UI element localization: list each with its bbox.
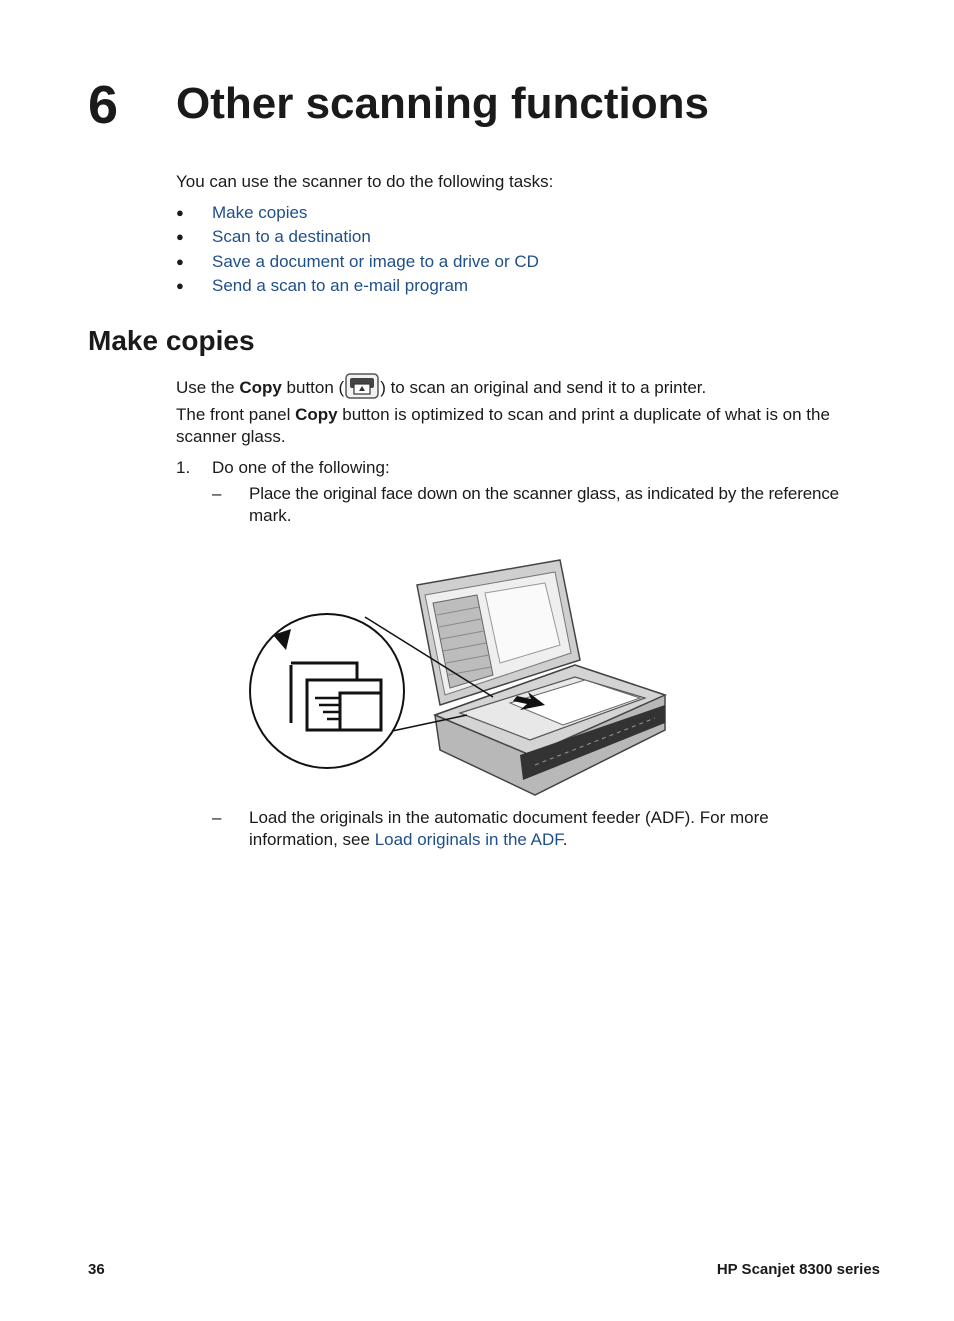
sub1-line1: Place the original face down on the scanner glass, as indicated by the reference <box>249 484 839 503</box>
p2-after-line1: button is optimized to scan and print a duplicate of what is on the <box>337 405 830 424</box>
sub2-line1: Load the originals in the automatic document feeder (ADF). For more <box>249 808 769 827</box>
bullet-icon: ● <box>176 278 184 293</box>
chapter-title: Other scanning functions <box>176 79 709 128</box>
p2-bold: Copy <box>295 405 338 424</box>
intro-text: You can use the scanner to do the following tasks: <box>176 172 554 191</box>
sub-step-glass <box>249 483 899 527</box>
step-text: Do one of the following: <box>212 458 390 477</box>
dash-marker: – <box>212 808 222 827</box>
sub-step-adf <box>249 807 899 851</box>
task-link-save-to-drive[interactable]: Save a document or image to a drive or CD <box>212 252 539 271</box>
sub2-line2-after: . <box>562 830 568 849</box>
bullet-icon: ● <box>176 205 184 220</box>
task-link-make-copies[interactable]: Make copies <box>212 203 308 222</box>
p2-before: The front panel <box>176 405 296 424</box>
dash-marker: – <box>212 484 222 503</box>
task-link-send-email[interactable]: Send a scan to an e-mail program <box>212 276 469 295</box>
sub2-line2-before: information, see <box>249 830 375 849</box>
step-number: 1. <box>176 458 191 477</box>
product-name: HP Scanjet 8300 series <box>716 1261 880 1278</box>
paragraph-front-panel <box>176 404 896 448</box>
p1-mid: button ( <box>281 378 345 397</box>
bullet-icon: ● <box>176 254 184 269</box>
section-title: Make copies <box>88 325 255 356</box>
page-number: 36 <box>88 1261 105 1278</box>
p1-bold: Copy <box>239 378 282 397</box>
chapter-number: 6 <box>88 75 119 135</box>
bullet-icon: ● <box>176 229 184 244</box>
sub1-line2: mark. <box>249 506 292 525</box>
p1-after: ) to scan an original and send it to a printer. <box>380 378 707 397</box>
task-link-scan-to-destination[interactable]: Scan to a destination <box>212 227 371 246</box>
paragraph-copy-button <box>176 373 706 399</box>
copy-button-icon <box>345 373 379 399</box>
p2-line2: scanner glass. <box>176 427 286 446</box>
scanner-illustration <box>245 555 675 805</box>
p1-before: Use the <box>176 378 240 397</box>
load-originals-adf-link[interactable]: Load originals in the ADF <box>374 830 563 849</box>
